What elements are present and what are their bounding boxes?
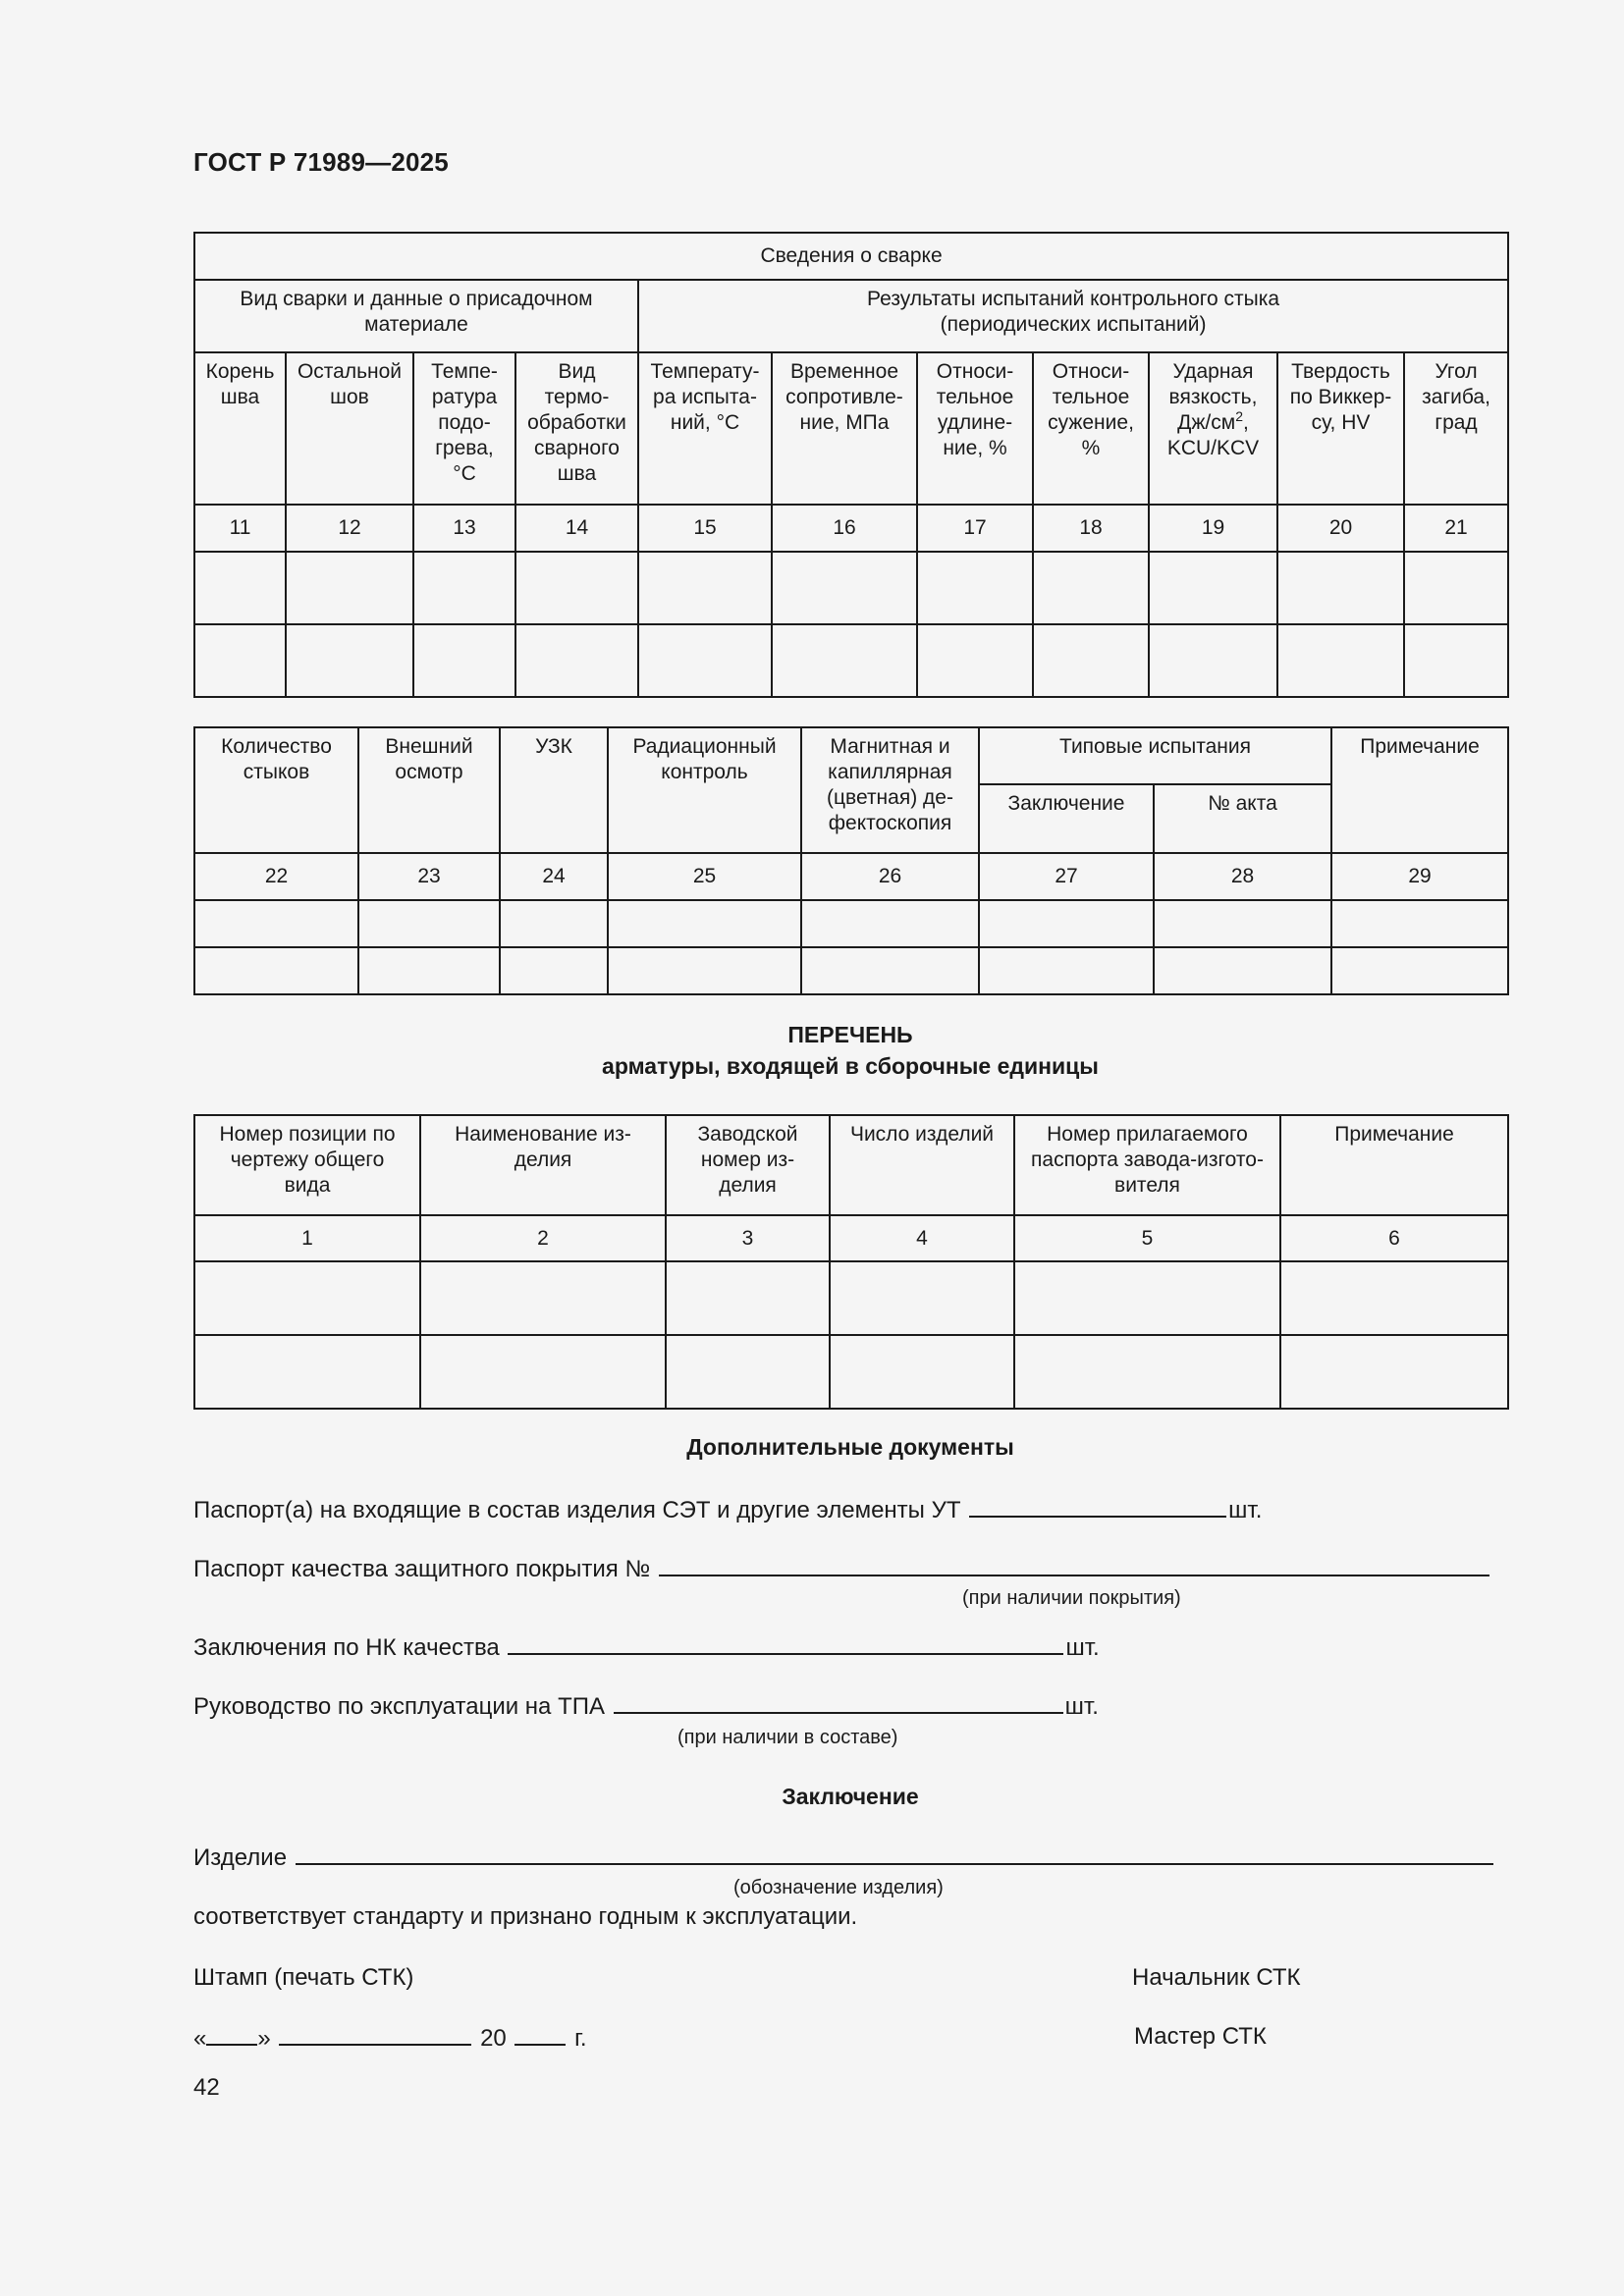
table-row [194,624,1508,697]
col-remarks: Примечание [1331,727,1508,853]
table-row [194,947,1508,994]
col-vickers-hardness: Твердость по Виккер- су, HV [1277,352,1404,505]
col-magnetic-penetrant: Магнитная и капиллярная (цветная) де- фектоскопия [801,727,979,853]
passport-count-field[interactable] [969,1494,1226,1518]
col-joint-count: Количество стыков [194,727,358,853]
year-field[interactable] [514,2022,566,2046]
col-root-weld: Корень шва [194,352,286,505]
col-bend-angle: Угол загиба, град [1404,352,1508,505]
col-preheat-temp: Темпе- ратура подо- грева, °С [413,352,515,505]
list-section-title: ПЕРЕЧЕНЬ арматуры, входящей в сборочные единицы [602,1022,1099,1079]
stamp-label: Штамп (печать СТК) [193,1964,414,1991]
quality-control-table [193,726,1509,995]
col-heat-treatment: Вид термо- обработки сварного шва [515,352,638,505]
manual-hint: (при наличии в составе) [677,1727,898,1748]
document-code: ГОСТ Р 71989—2025 [193,147,449,177]
nk-count-field[interactable] [508,1631,1063,1655]
col-conclusion: Заключение [979,784,1154,853]
fittings-list-table [193,1114,1509,1410]
col-item-name: Наименование из- делия [420,1115,666,1215]
day-field[interactable] [206,2022,257,2046]
group-welding-material: Вид сварки и данные о присадочном материале [194,280,638,352]
table-row-numbers: 1 2 3 4 5 6 [194,1215,1508,1261]
item-designation-field[interactable] [296,1842,1493,1865]
col-ultrasonic: УЗК [500,727,608,853]
col-elongation: Относи- тельное удлине- ние, % [917,352,1033,505]
conclusion-title: Заключение [782,1784,919,1809]
item-hint: (обозначение изделия) [733,1877,944,1898]
table-row-numbers: 22 23 24 25 26 27 28 29 [194,853,1508,900]
table-row [194,900,1508,947]
col-impact-toughness: Ударная вязкость, $Дж/см^2$, KCU/KCV [1149,352,1277,505]
additional-docs-title: Дополнительные документы [686,1434,1014,1460]
col-tensile-strength: Временное сопротивле- ние, МПа [772,352,917,505]
col-test-temp: Температу- ра испыта- ний, °С [638,352,772,505]
col-item-count: Число изделий [830,1115,1014,1215]
table-row-numbers: 11 12 13 14 15 16 17 18 19 20 21 [194,505,1508,552]
table-row [194,1335,1508,1409]
master-stk-label: Мастер СТК [1134,2023,1267,2050]
coating-passport-field[interactable] [659,1553,1489,1576]
col-serial-number: Заводской номер из- делия [666,1115,830,1215]
coating-hint: (при наличии покрытия) [962,1587,1181,1609]
manual-line: Руководство по эксплуатации на ТПА шт. [193,1690,1099,1722]
col-remaining-weld: Остальной шов [286,352,413,505]
page-number: 42 [193,2074,220,2101]
manual-count-field[interactable] [614,1690,1063,1714]
col-visual-inspection: Внешний осмотр [358,727,500,853]
conformity-statement: соответствует стандарту и признано годным к эксплуатации. [193,1903,858,1930]
welding-info-table [193,232,1509,698]
col-radiographic: Радиационный контроль [608,727,801,853]
col-passport-number: Номер прилагаемого паспорта завода-изгото- вителя [1014,1115,1280,1215]
table-row [194,552,1508,624]
passport-line: Паспорт(а) на входящие в состав изделия СЭТ и другие элементы УТ шт. [193,1494,1262,1525]
group-test-results: Результаты испытаний контрольного стыка (периодических испытаний) [638,280,1508,352]
table-row [194,1261,1508,1335]
month-field[interactable] [279,2022,471,2046]
coating-line: Паспорт качества защитного покрытия № [193,1553,1491,1584]
item-line: Изделие [193,1842,1495,1873]
col-act-number: № акта [1154,784,1331,853]
head-stk-label: Начальник СТК [1132,1964,1301,1991]
welding-table-title: Сведения о сварке [194,233,1508,280]
col-position-number: Номер позиции по чертежу общего вида [194,1115,420,1215]
col-remarks: Примечание [1280,1115,1508,1215]
nk-line: Заключения по НК качества шт. [193,1631,1100,1663]
group-typical-tests: Типовые испытания [979,727,1331,784]
date-line: « » 20 г. [193,2022,587,2054]
col-reduction: Относи- тельное сужение, % [1033,352,1149,505]
